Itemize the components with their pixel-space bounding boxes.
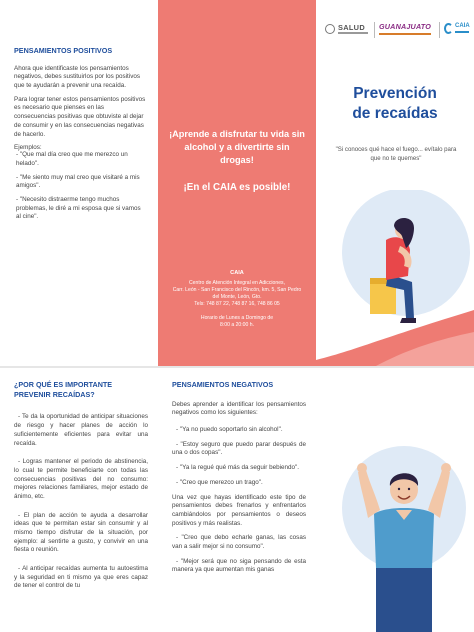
negative-thoughts-column (158, 368, 316, 632)
left-eye (398, 488, 400, 490)
examples-label: Ejemplos: (14, 144, 42, 152)
right-eye (408, 488, 410, 490)
negative-thought-item: - "Estoy seguro que puedo parar después de una o dos copas". (172, 440, 306, 457)
why-prevent-column (0, 368, 158, 632)
caia-slogan: ¡En el CAIA es posible! (183, 182, 291, 193)
example-item: - "Necesito distraerme tengo muchos problemas, le diré a mi esposa que si vamos al cine". (16, 195, 141, 221)
brochure-title (320, 84, 470, 124)
example-item: - "Que mal día creo que me merezco un helado". (16, 151, 128, 167)
negative-thoughts-advice: Una vez que hayas identificado este tipo de pensamientos debes frenarlos y enfrentarlos cambiándolos por pensamientos o deseos positivos y más realistas. (172, 493, 306, 527)
panel-slogan: ¡Aprende a disfrutar tu vida sin alcohol y a divertirte sin drogas! (169, 129, 305, 165)
positive-thoughts-heading: PENSAMIENTOS POSITIVOS (14, 46, 113, 55)
positive-thoughts-explanation: Para lograr tener estos pensamientos positivos es necesario que pienses en las consecuencias positivas que obtuviste al dejar de consumir y en las consecuencias negativas de hacerlo. (14, 95, 146, 138)
why-prevent-heading: ¿POR QUÉ ES IMPORTANTE PREVENIR RECAÍDAS? (14, 380, 113, 399)
negative-thoughts-heading: PENSAMIENTOS NEGATIVOS (172, 380, 274, 389)
org-name: CAIA (230, 270, 244, 276)
caia-logo-underline (455, 31, 469, 33)
guanajuato-logo (374, 22, 436, 38)
guanajuato-logo-text: GUANAJUATO (379, 22, 432, 31)
happy-man-illustration (316, 368, 474, 632)
caia-logo (439, 22, 471, 38)
title-line-1: Prevención (353, 85, 437, 102)
pants (376, 568, 432, 632)
reason-item: - Logras mantener el periodo de abstinencia, lo cual te permite beneficiarte con todas las consecuencias positivas del no consumo: mejores relaciones familiares, mejor estado de ánimo, etc. (14, 458, 148, 500)
left-fist (357, 463, 367, 473)
salud-logo (325, 23, 369, 37)
slogan-panel (158, 0, 316, 366)
hours-line-2: 8:00 a 20:00 h. (220, 321, 254, 328)
contact-info (170, 270, 304, 329)
title-line-2: de recaídas (352, 104, 438, 122)
hours-line-1: Horario de Lunes a Domingo de (200, 314, 274, 321)
caia-c-icon (444, 23, 453, 34)
guanajuato-logo-underline (379, 33, 431, 35)
salud-logo-underline (338, 32, 368, 34)
caia-logo-text: CAIA (455, 23, 470, 29)
mexico-seal-icon (325, 24, 335, 34)
positive-thoughts-column (0, 0, 158, 366)
reason-item: - Te da la oportunidad de anticipar situaciones de riesgo y hacer planes de acción lo suficientemente eficientes para evitar una recaída. (14, 413, 148, 447)
example-item: - "Me siento muy mal creo que visitaré a mis amigos". (16, 173, 140, 190)
fire-quote: "Si conoces qué hace el fuego... evítalo para que no te quemes" (335, 146, 457, 162)
salud-logo-text: SALUD (338, 23, 365, 32)
address: Carr. León - San Francisco del Rincón, km. 5, San Pedro del Monte, León, Gto. (172, 286, 302, 300)
logo-bar (321, 20, 471, 42)
right-fist (441, 463, 451, 473)
positive-replacement-item: - "Mejor será que no siga pensando de esta manera ya que aumentan mis ganas (172, 557, 306, 574)
positive-replacement-item: - "Creo que debo echarle ganas, las cosas van a salir mejor si no consumo". (172, 534, 306, 550)
negative-thought-item: - "Ya no puedo soportarlo sin alcohol". (176, 426, 283, 434)
brochure-inner-side (0, 366, 474, 632)
negative-thought-item: - "Creo que merezco un trago". (176, 478, 263, 486)
positive-thoughts-intro: Ahora que identificaste los pensamientos negativos, debes sustituirlos por los positivos que te ayudarán a prevenir una recaída. (14, 64, 141, 90)
reason-item: - El plan de acción te ayuda a desarrollar ideas que te permitan estar sin consumir y al mismo tiempo disfrutar de la situación, por ejemplo: al sentirte a gusto, y convivir en una fiesta o reunión. (14, 511, 148, 554)
reason-item: - Al anticipar recaídas aumenta tu autoestima y la seguridad en ti mismo ya que eres capaz de tener el control de tu (14, 565, 148, 590)
negative-thoughts-intro: Debes aprender a identificar los pensamientos negativos como los siguientes: (172, 400, 306, 417)
negative-thought-item: - "Ya la regué qué más da seguir bebiendo". (176, 464, 300, 472)
sad-woman-illustration (316, 190, 474, 366)
phones: Tels: 748 87 22, 748 87 16, 748 86 05 (194, 300, 280, 307)
org-full-name: Centro de Atención Integral en Adicciones, (189, 279, 285, 286)
shoe (400, 318, 416, 323)
